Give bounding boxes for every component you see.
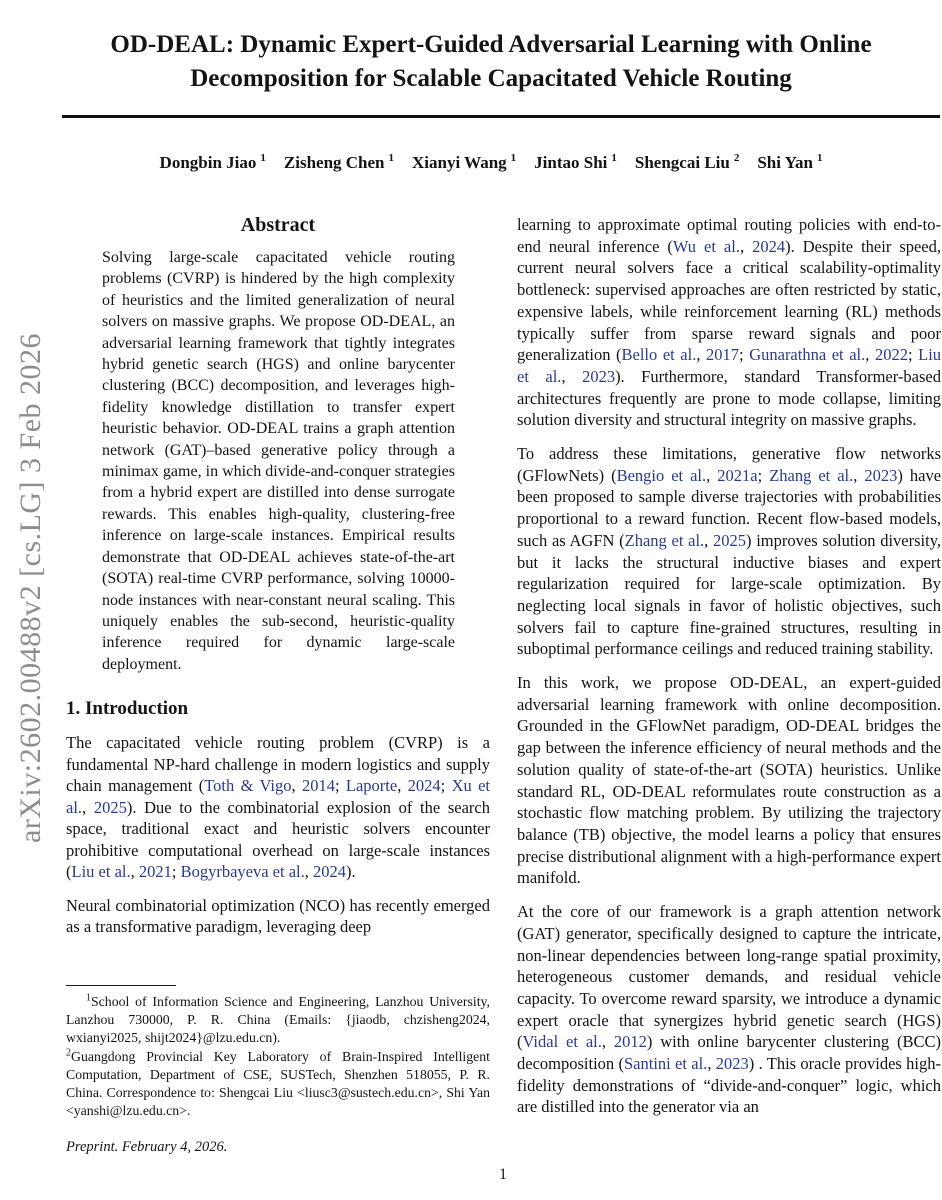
citation-link[interactable]: Liu et al. bbox=[517, 345, 941, 386]
paragraph bbox=[517, 443, 941, 660]
text-run: ). Furthermore, standard Transformer-based architectures frequently are prone to mode collapse, limiting solution diversity and structural integrity on massive graphs. bbox=[517, 366, 941, 430]
text-run: ; bbox=[171, 862, 181, 882]
text-run: At the core of our framework is a graph attention network (GAT) generator, specifically designed to capture the intricate, non-linear dependencies between long-range spatial proximity, heterogeneous customer demands, and residual vehicle capacity. To overcome reward sparsity, we introduce a dynamic expert oracle that synergizes hybrid genetic search (HGS) ( bbox=[517, 902, 941, 1052]
author-name bbox=[635, 153, 739, 172]
footnote-affiliation-1 bbox=[66, 993, 490, 1048]
text-run: , bbox=[130, 862, 139, 882]
text-run: ) . This oracle provides high-fidelity demonstrations of “divide-and-conquer” logic, which are distilled into the generator via an bbox=[517, 1054, 941, 1117]
citation-link[interactable]: Zhang et al. bbox=[624, 530, 705, 550]
author-affiliation-sup: 1 bbox=[611, 152, 617, 164]
citation-link[interactable]: 2024 bbox=[752, 236, 786, 256]
citation-link[interactable]: Laporte bbox=[345, 776, 398, 796]
citation-link[interactable]: 2024 bbox=[407, 776, 441, 796]
text-run: , bbox=[561, 366, 583, 386]
right-column bbox=[517, 214, 941, 1174]
footnote-marker: 1 bbox=[86, 992, 91, 1004]
author-name-text: Shengcai Liu bbox=[634, 152, 730, 172]
paragraph bbox=[66, 732, 490, 883]
text-run: learning to approximate optimal routing policies with end-to-end neural inference ( bbox=[517, 215, 941, 256]
citation-link[interactable]: Xu et al. bbox=[66, 776, 490, 817]
citation-link[interactable]: Zhang et al. bbox=[769, 465, 854, 485]
preprint-note: Preprint. February 4, 2026. bbox=[66, 1139, 228, 1155]
text-run: , bbox=[291, 776, 302, 796]
text-run: ; bbox=[757, 465, 770, 485]
citation-link[interactable]: Bengio et al. bbox=[616, 465, 707, 485]
title-line-1: OD-DEAL: Dynamic Expert-Guided Adversarial Learning with Online bbox=[110, 31, 872, 58]
text-run: The capacitated vehicle routing problem (CVRP) is a fundamental NP-hard challenge in modern logistics and supply chain management ( bbox=[66, 733, 490, 796]
author-name bbox=[412, 153, 516, 172]
author-name-text: Xianyi Wang bbox=[412, 152, 507, 172]
author-name-text: Zisheng Chen bbox=[283, 152, 385, 172]
author-name bbox=[160, 153, 266, 172]
author-line bbox=[40, 152, 942, 173]
text-run: , bbox=[82, 797, 94, 817]
citation-link[interactable]: Santini et al. bbox=[623, 1054, 708, 1074]
citation-link[interactable]: 2022 bbox=[874, 345, 908, 365]
text-run: ). Despite their speed, current neural solvers face a critical scalability-optimality bottleneck: supervised approaches are often restricted by static, expensive labels, while reinforcement learning (RL) methods typically suffer from sparse reward signals and poor generalization ( bbox=[517, 236, 941, 365]
author-affiliation-sup: 2 bbox=[733, 152, 740, 164]
citation-link[interactable]: 2021a bbox=[717, 465, 758, 485]
title-line-2: Decomposition for Scalable Capacitated Vehicle Routing bbox=[190, 65, 792, 92]
text-run: ; bbox=[739, 345, 750, 365]
title-divider bbox=[62, 115, 940, 118]
author-name-text: Dongbin Jiao bbox=[159, 152, 257, 172]
citation-link[interactable]: 2012 bbox=[613, 1032, 647, 1052]
author-name-text: Jintao Shi bbox=[534, 152, 608, 172]
text-run: , bbox=[397, 776, 408, 796]
author-affiliation-sup: 1 bbox=[816, 152, 823, 164]
citation-link[interactable]: 2025 bbox=[713, 530, 747, 550]
author-name bbox=[284, 153, 394, 172]
paper-title bbox=[56, 28, 926, 96]
abstract-body: Solving large-scale capacitated vehicle routing problems (CVRP) is hindered by the high complexity of heuristics and the limited generalization of neural solvers on massive graphs. We propose OD-DEAL, an adversarial learning framework that tightly integrates hybrid genetic search (HGS) and online barycenter clustering (BCC) decomposition, and leverages high-fidelity knowledge distillation to transfer expert heuristic behavior. OD-DEAL trains a graph attention network (GAT)–based generative policy through a minimax game, in which divide-and-conquer strategies from a hybrid expert are distilled into dense surrogate rewards. This enables high-quality, clustering-free inference on large-scale instances. Empirical results demonstrate that OD-DEAL achieves state-of-the-art (SOTA) real-time CVRP performance, solving 10000-node instances with near-constant neural scaling. This uniquely enables the sub-second, heuristic-quality inference required for dynamic large-scale deployment. bbox=[102, 249, 455, 673]
author-affiliation-sup: 1 bbox=[260, 152, 266, 164]
text-run: ). bbox=[346, 862, 356, 882]
citation-link[interactable]: Toth & Vigo bbox=[204, 776, 292, 796]
citation-link[interactable]: Vidal et al. bbox=[522, 1032, 602, 1052]
footnote-block bbox=[66, 985, 490, 1120]
text-run: , bbox=[739, 236, 753, 256]
text-run: ; bbox=[907, 345, 919, 365]
text-run: Guangdong Provincial Key Laboratory of Brain-Inspired Intelligent Computation, Department of CSE, SUSTech, Shenzhen 518055, P. R. China. Correspondence to: Shengcai Liu <liusc3@sustech.edu.cn>, Shi Yan <yanshi@lzu.edu.cn>. bbox=[66, 1048, 490, 1119]
text-run: ) have been proposed to sample diverse trajectories with probabilities proportional to a reward function. Recent flow-based models, such as AGFN ( bbox=[517, 465, 941, 550]
citation-link[interactable]: 2023 bbox=[582, 366, 616, 386]
author-name bbox=[534, 153, 617, 172]
text-run: , bbox=[304, 862, 313, 882]
text-run: , bbox=[706, 465, 718, 485]
paragraph bbox=[66, 895, 490, 938]
text-run: ; bbox=[440, 776, 452, 796]
text-run: , bbox=[707, 1054, 716, 1074]
text-run: In this work, we propose OD-DEAL, an expert-guided adversarial learning framework with online decomposition. Grounded in the GFlowNet paradigm, OD-DEAL bridges the gap between the inference efficiency of neural methods and the solution quality of state-of-the-art (SOTA) heuristics. Unlike standard RL, OD-DEAL reformulates route construction as a stochastic flow matching problem. By utilizing the trajectory balance (TB) objective, the model learns a policy that ensures precise distributional alignment with a high-performance expert manifold. bbox=[517, 673, 941, 888]
text-run: , bbox=[853, 465, 865, 485]
citation-link[interactable]: Wu et al. bbox=[672, 236, 740, 256]
author-affiliation-sup: 1 bbox=[510, 152, 517, 164]
text-run: Neural combinatorial optimization (NCO) has recently emerged as a transformative paradigm, leveraging deep bbox=[66, 895, 490, 937]
author-name bbox=[757, 153, 822, 172]
citation-link[interactable]: 2021 bbox=[138, 862, 172, 882]
citation-link[interactable]: 2017 bbox=[706, 345, 740, 365]
text-run: ) with online barycenter clustering (BCC) decomposition ( bbox=[517, 1032, 941, 1074]
citation-link[interactable]: Bello et al. bbox=[621, 345, 697, 365]
abstract-heading: Abstract bbox=[240, 214, 316, 236]
citation-link[interactable]: 2025 bbox=[93, 797, 127, 817]
text-run: ) improves solution diversity, but it lacks the structural inductive biases and expert regularization required for large-scale optimization. By neglecting local signals in favor of holistic objectives, such solvers fail to capture fine-grained structures, resulting in suboptimal performance ceilings and reduced training stability. bbox=[517, 530, 941, 659]
paragraph bbox=[517, 672, 941, 889]
footnote-divider bbox=[66, 985, 176, 986]
text-run: To address these limitations, generative flow networks (GFlowNets) ( bbox=[517, 444, 941, 485]
paragraph bbox=[517, 214, 941, 431]
page-number: 1 bbox=[499, 1166, 507, 1183]
citation-link[interactable]: 2023 bbox=[715, 1054, 749, 1074]
citation-link[interactable]: Bogyrbayeva et al. bbox=[180, 862, 305, 882]
arxiv-watermark: arXiv:2602.00488v2 [cs.LG] 3 Feb 2026 bbox=[14, 332, 47, 844]
section-heading-introduction: 1. Introduction bbox=[66, 698, 189, 720]
citation-link[interactable]: 2014 bbox=[301, 776, 335, 796]
text-run: , bbox=[865, 345, 875, 365]
footnote-affiliation-2 bbox=[66, 1048, 490, 1121]
citation-link[interactable]: 2024 bbox=[313, 862, 346, 882]
left-column bbox=[66, 214, 490, 984]
citation-link[interactable]: Liu et al. bbox=[71, 862, 131, 882]
author-name-text: Shi Yan bbox=[757, 152, 813, 172]
author-affiliation-sup: 1 bbox=[388, 152, 395, 164]
text-run: , bbox=[601, 1032, 614, 1052]
text-run: , bbox=[696, 345, 707, 365]
text-run: School of Information Science and Engineering, Lanzhou University, Lanzhou 730000, P. R. China (Emails: {jiaodb, chzisheng2024, wxianyi2025, shijt2024}@lzu.edu.cn). bbox=[66, 994, 490, 1046]
citation-link[interactable]: Gunarathna et al. bbox=[749, 345, 866, 365]
text-run: ; bbox=[334, 776, 346, 796]
paragraph bbox=[517, 901, 941, 1118]
footnote-marker: 2 bbox=[66, 1047, 71, 1059]
citation-link[interactable]: 2023 bbox=[864, 465, 898, 485]
text-run: ). Due to the combinatorial explosion of the search space, traditional exact and heuristic solvers encounter prohibitive computational overhead on large-scale instances ( bbox=[66, 797, 490, 882]
text-run: , bbox=[704, 530, 714, 550]
